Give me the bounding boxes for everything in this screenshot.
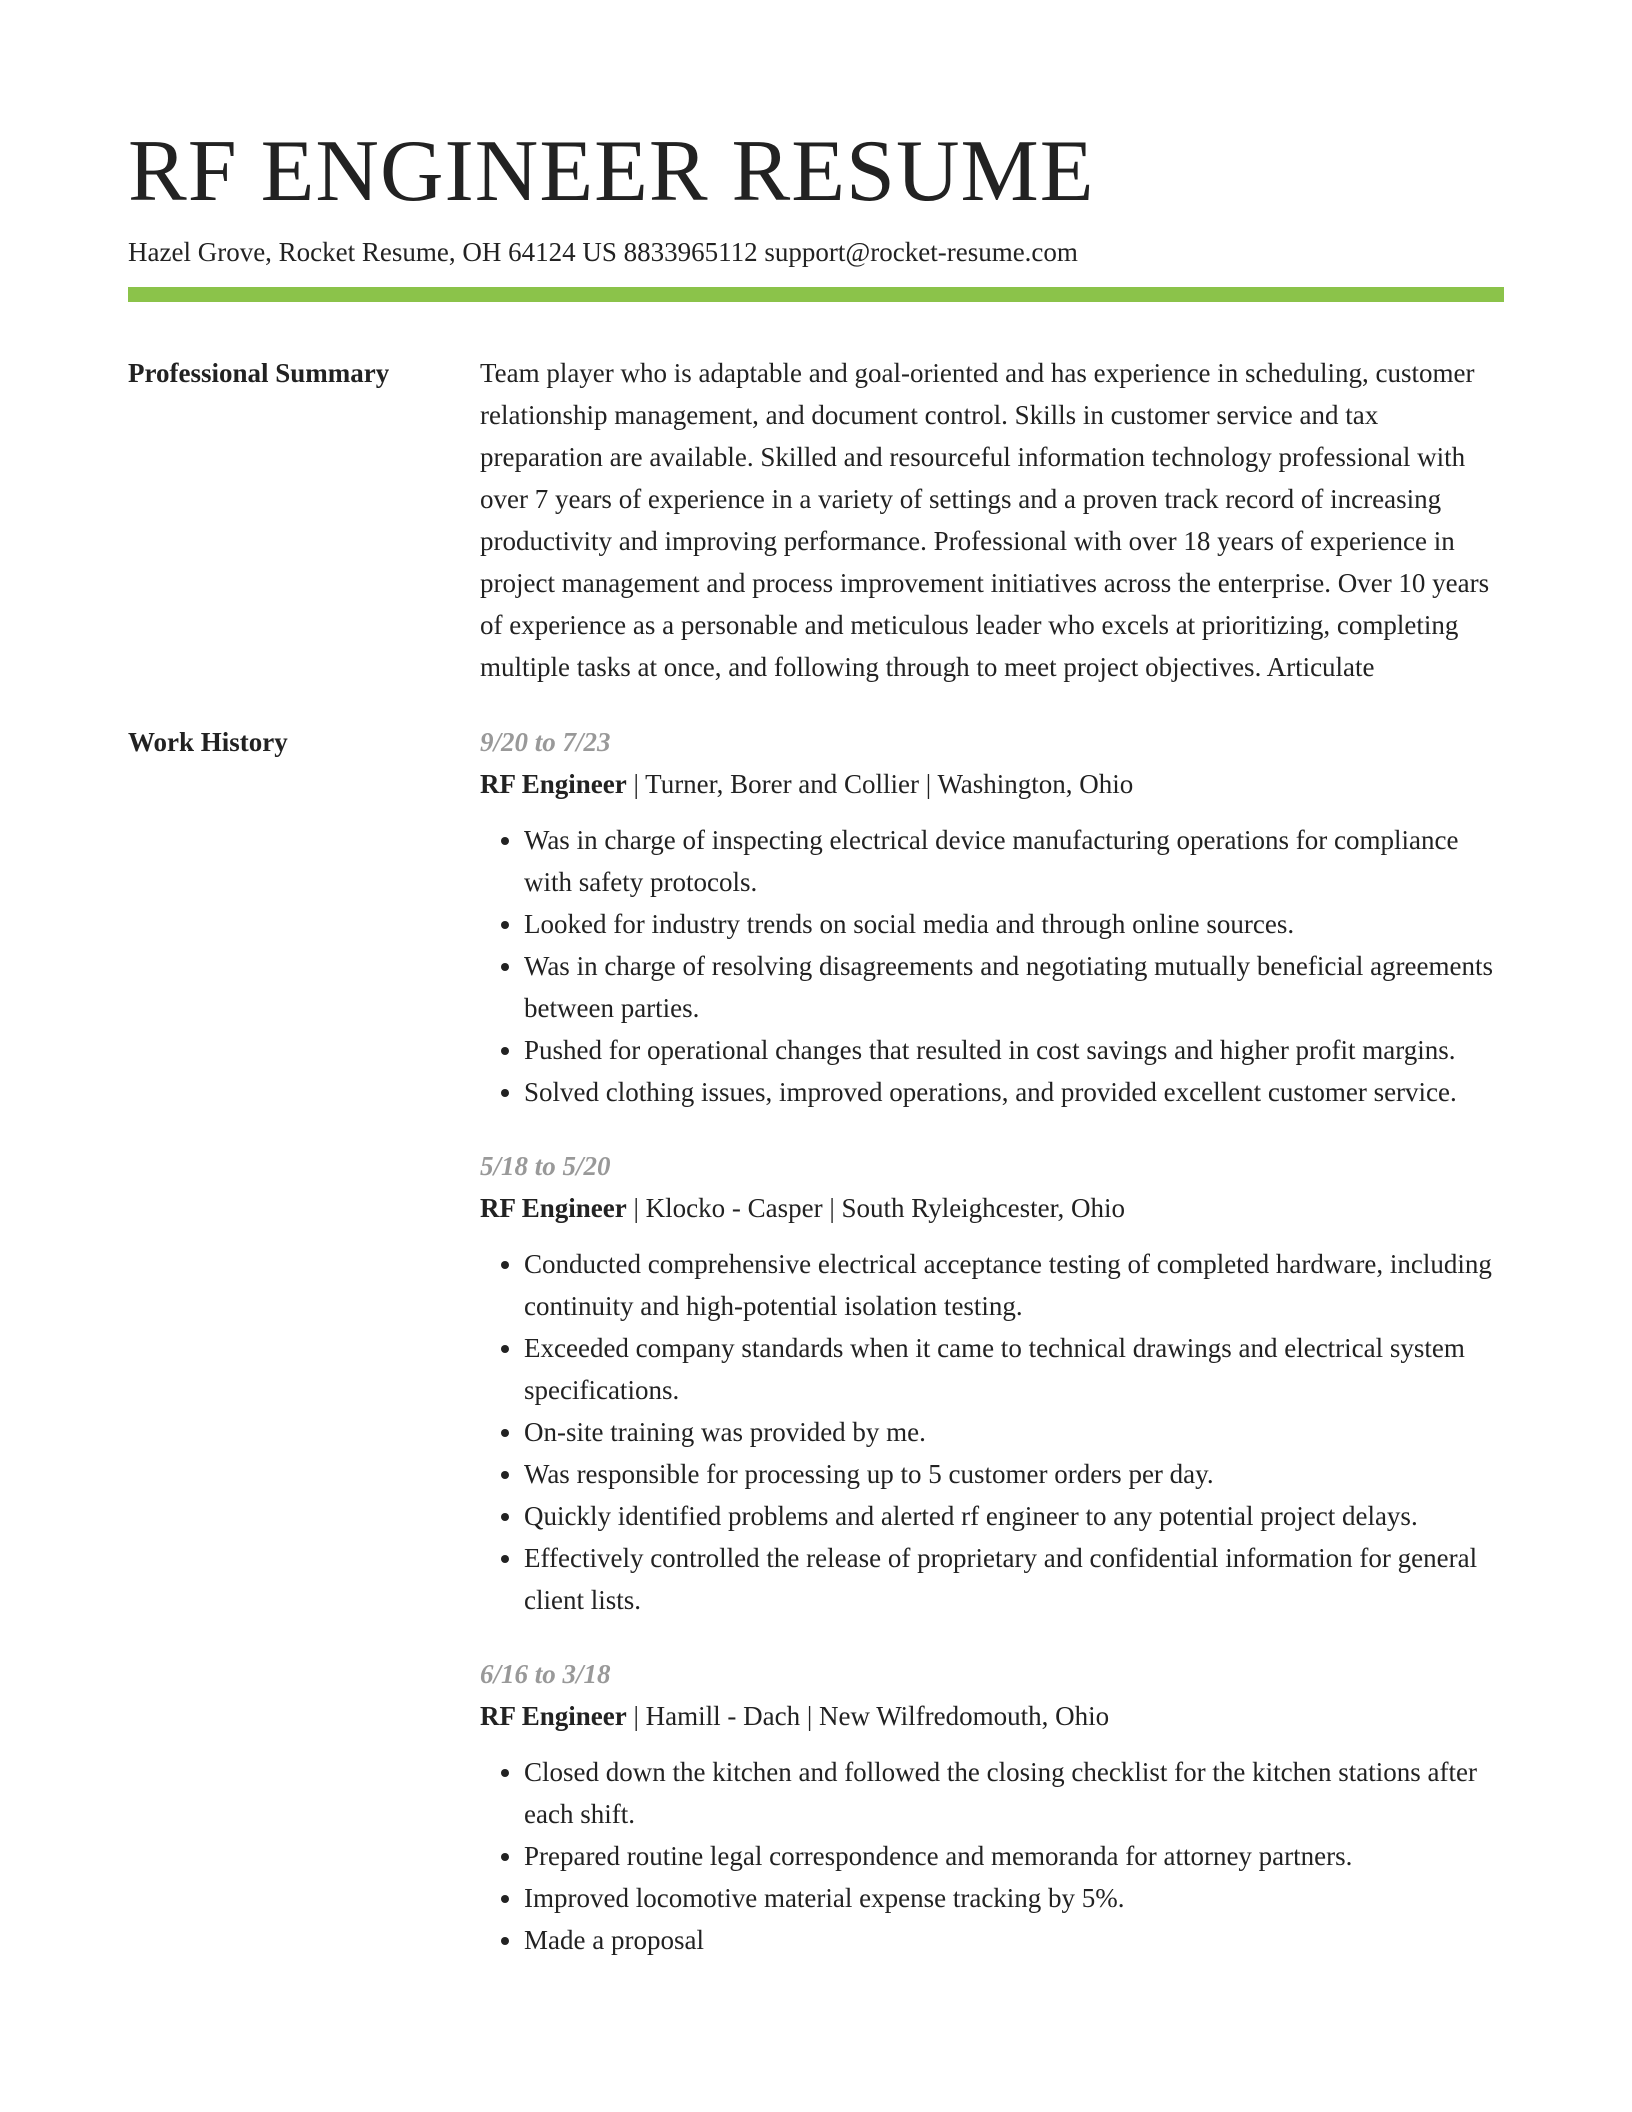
job-bullets [480, 1243, 1504, 1621]
job-bullet: • Was in charge of inspecting electrical device manufacturing operations for compliance with safety protocols. [524, 819, 1504, 903]
job-entry [480, 721, 1504, 1113]
summary-text: Team player who is adaptable and goal-oriented and has experience in scheduling, customer relationship management, and document control. Skills in customer service and tax preparation are available. Skilled and resourceful information technology professional with over 7 years of experience in a variety of settings and a proven track record of increasing productivity and improving performance. Professional with over 18 years of experience in project management and process improvement initiatives across the enterprise. Over 10 years of experience as a personable and meticulous leader who excels at prioritizing, completing multiple tasks at once, and following through to meet project objectives. Articulate [480, 358, 1490, 682]
job-bullet: • Improved locomotive material expense tracking by 5%. [524, 1877, 1504, 1919]
job-heading [480, 763, 1504, 805]
job-bullet: • Pushed for operational changes that resulted in cost savings and higher profit margins. [524, 1029, 1504, 1071]
work-history-list [480, 721, 1504, 1993]
work-history-section [128, 721, 1504, 1993]
job-bullet: • Conducted comprehensive electrical acceptance testing of completed hardware, including continuity and high-potential isolation testing. [524, 1243, 1504, 1327]
professional-summary-section [128, 352, 1504, 688]
job-title: RF Engineer [480, 1701, 627, 1731]
job-bullet: • Was responsible for processing up to 5 customer orders per day. [524, 1453, 1504, 1495]
job-bullet: • On-site training was provided by me. [524, 1411, 1504, 1453]
job-dates: 6/16 to 3/18 [480, 1659, 611, 1689]
job-title: RF Engineer [480, 769, 627, 799]
job-bullet: • Was in charge of resolving disagreements and negotiating mutually beneficial agreements between parties. [524, 945, 1504, 1029]
job-bullets [480, 1751, 1504, 1961]
job-bullet: • Solved clothing issues, improved operations, and provided excellent customer service. [524, 1071, 1504, 1113]
job-entry [480, 1145, 1504, 1621]
job-dates: 5/18 to 5/20 [480, 1151, 611, 1181]
job-details: | Turner, Borer and Collier | Washington, Ohio [626, 769, 1134, 799]
contact-line: Hazel Grove, Rocket Resume, OH 64124 US 8833965112 support@rocket-resume.com [128, 237, 1078, 267]
accent-divider [128, 287, 1504, 302]
resume-title: RF ENGINEER RESUME [128, 123, 1095, 220]
job-heading [480, 1695, 1504, 1737]
job-title: RF Engineer [480, 1193, 627, 1223]
job-bullet: • Looked for industry trends on social media and through online sources. [524, 903, 1504, 945]
job-bullet: • Quickly identified problems and alerted rf engineer to any potential project delays. [524, 1495, 1504, 1537]
job-bullet: • Made a proposal [524, 1919, 1504, 1961]
resume-page [128, 120, 1504, 1993]
job-bullet: • Exceeded company standards when it came to technical drawings and electrical system specifications. [524, 1327, 1504, 1411]
job-dates: 9/20 to 7/23 [480, 727, 611, 757]
section-label-work-history: Work History [128, 727, 288, 757]
job-entry [480, 1653, 1504, 1961]
job-bullets [480, 819, 1504, 1113]
job-heading [480, 1187, 1504, 1229]
section-label-summary: Professional Summary [128, 358, 390, 388]
job-bullet: • Prepared routine legal correspondence and memoranda for attorney partners. [524, 1835, 1504, 1877]
job-details: | Hamill - Dach | New Wilfredomouth, Ohio [626, 1701, 1110, 1731]
job-details: | Klocko - Casper | South Ryleighcester, Ohio [626, 1193, 1126, 1223]
job-bullet: • Effectively controlled the release of proprietary and confidential information for general client lists. [524, 1537, 1504, 1621]
job-bullet: • Closed down the kitchen and followed the closing checklist for the kitchen stations after each shift. [524, 1751, 1504, 1835]
